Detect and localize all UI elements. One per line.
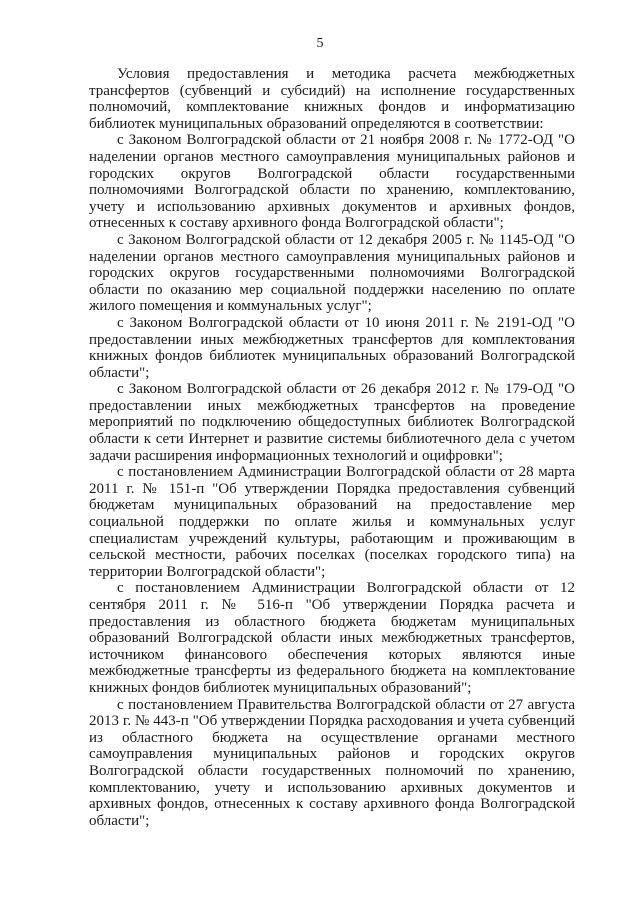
paragraph-intro: Условия предоставления и методика расчета межбюджетных трансфертов (субвенций и субсидий) на исполнение государственных полномочий, комплектование книжных фондов и информатизацию библиотек муниципальных образований определяются в соответствии: <box>89 66 575 132</box>
paragraph-law-179: с Законом Волгоградской области от 26 декабря 2012 г. № 179-ОД "О предоставлении иных межбюджетных трансфертов на проведение мероприятий по подключению общедоступных библиотек Волгоградской области к сети Интернет и развитие системы библиотечного дела с учетом задачи расширения информационных технологий и оцифровки"; <box>89 381 575 464</box>
paragraph-law-2191: с Законом Волгоградской области от 10 июня 2011 г. № 2191-ОД "О предоставлении иных межбюджетных трансфертов для комплектования книжных фондов библиотек муниципальных образований Волгоградской области"; <box>89 314 575 381</box>
paragraph-law-1772: с Законом Волгоградской области от 21 ноября 2008 г. № 1772-ОД "О наделении органов местного самоуправления муниципальных районов и городских округов Волгоградской области государственными полномочиями Волгоградской области по хранению, комплектованию, учету и использованию архивных документов и архивных фондов, отнесенных к составу архивного фонда Волгоградской области"; <box>89 132 575 232</box>
document-body <box>89 66 575 829</box>
paragraph-resolution-443: с постановлением Правительства Волгоградской области от 27 августа 2013 г. № 443-п "Об утверждении Порядка расходования и учета субвенций из областного бюджета на осуществление органами местного самоуправления муниципальных районов и городских округов Волгоградской области государственных полномочий по хранению, комплектованию, учету и использованию архивных документов и архивных фондов, отнесенных к составу архивного фонда Волгоградской области"; <box>89 696 575 829</box>
paragraph-law-1145: с Законом Волгоградской области от 12 декабря 2005 г. № 1145-ОД "О наделении органов местного самоуправления муниципальных районов и городских округов государственными полномочиями Волгоградской области по оказанию мер социальной поддержки населению по оплате жилого помещения и коммунальных услуг"; <box>89 231 575 315</box>
paragraph-resolution-516: с постановлением Администрации Волгоградской области от 12 сентября 2011 г. № 516-п "Об утверждении Порядка расчета и предоставления из областного бюджета бюджетам муниципальных образований Волгоградской области иных межбюджетных трансфертов, источником финансового обеспечения которых являются иные межбюджетные трансферты из федерального бюджета на комплектование книжных фондов библиотек муниципальных образований"; <box>89 580 575 696</box>
page-number: 5 <box>316 36 324 51</box>
paragraph-resolution-151: с постановлением Администрации Волгоградской области от 28 марта 2011 г. № 151-п "Об утверждении Порядка предоставления субвенций бюджетам муниципальных образований на предоставление мер социальной поддержки по оплате жилья и коммунальных услуг специалистам учреждений культуры, работающим и проживающим в сельской местности, рабочих поселках (поселках городского типа) на территории Волгоградской области"; <box>89 464 575 580</box>
